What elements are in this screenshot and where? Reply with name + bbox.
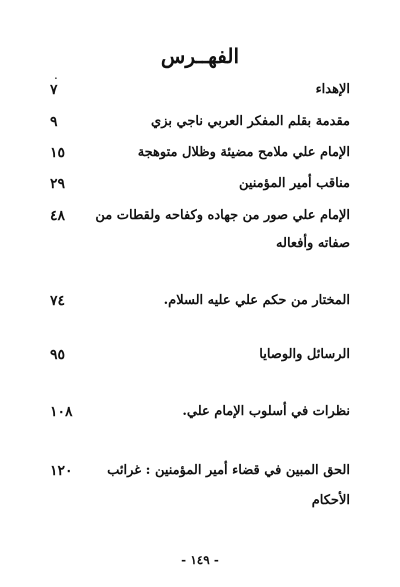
toc-entry-page: ٩٥ (50, 347, 66, 363)
toc-entry-title: الحق المبين في قضاء أمير المؤمنين : غرائب (107, 463, 350, 478)
toc-entry-page: ١٥ (50, 145, 66, 161)
toc-entry-title: نظرات في أسلوب الإمام علي. (182, 404, 350, 419)
toc-entry-page: ٩ (50, 114, 58, 130)
toc-entry (0, 114, 400, 138)
toc-entry-page: ١٠٨ (50, 404, 73, 420)
toc-entry-continuation: صفاته وأفعاله (276, 236, 350, 251)
toc-entry (0, 208, 400, 232)
toc-entry-continuation: الأحكام (311, 493, 350, 508)
toc-entry-title: المختار من حكم علي عليه السلام. (163, 293, 350, 308)
toc-entry-title: الإهداء (315, 82, 350, 97)
toc-entry (0, 463, 400, 487)
toc-entry-page: ٧٤ (50, 293, 66, 309)
toc-entry (0, 347, 400, 371)
toc-entry (0, 404, 400, 428)
toc-entry-page: ٢٩ (50, 176, 66, 192)
toc-entry-title: الإمام علي صور من جهاده وكفاحه ولقطات من (95, 208, 350, 223)
page-mark: . (54, 68, 58, 82)
toc-entry (0, 145, 400, 169)
page-number-footer: - ١٤٩ - (181, 553, 219, 567)
toc-entry-title: الرسائل والوصايا (259, 347, 350, 362)
toc-entry (0, 82, 400, 106)
toc-entry (0, 176, 400, 200)
toc-entry-title: مناقب أمير المؤمنين (238, 176, 350, 191)
toc-entry (0, 293, 400, 317)
toc-entry-page: ٧ (50, 82, 58, 98)
toc-entry-page: ١٢٠ (50, 463, 73, 479)
toc-title: الفهــرس (160, 44, 240, 68)
toc-entry-title: مقدمة بقلم المفكر العربي ناجي بزي (151, 114, 350, 129)
toc-entry-title: الإمام علي ملامح مضيئة وظلال متوهجة (137, 145, 350, 160)
toc-entry-page: ٤٨ (50, 208, 66, 224)
